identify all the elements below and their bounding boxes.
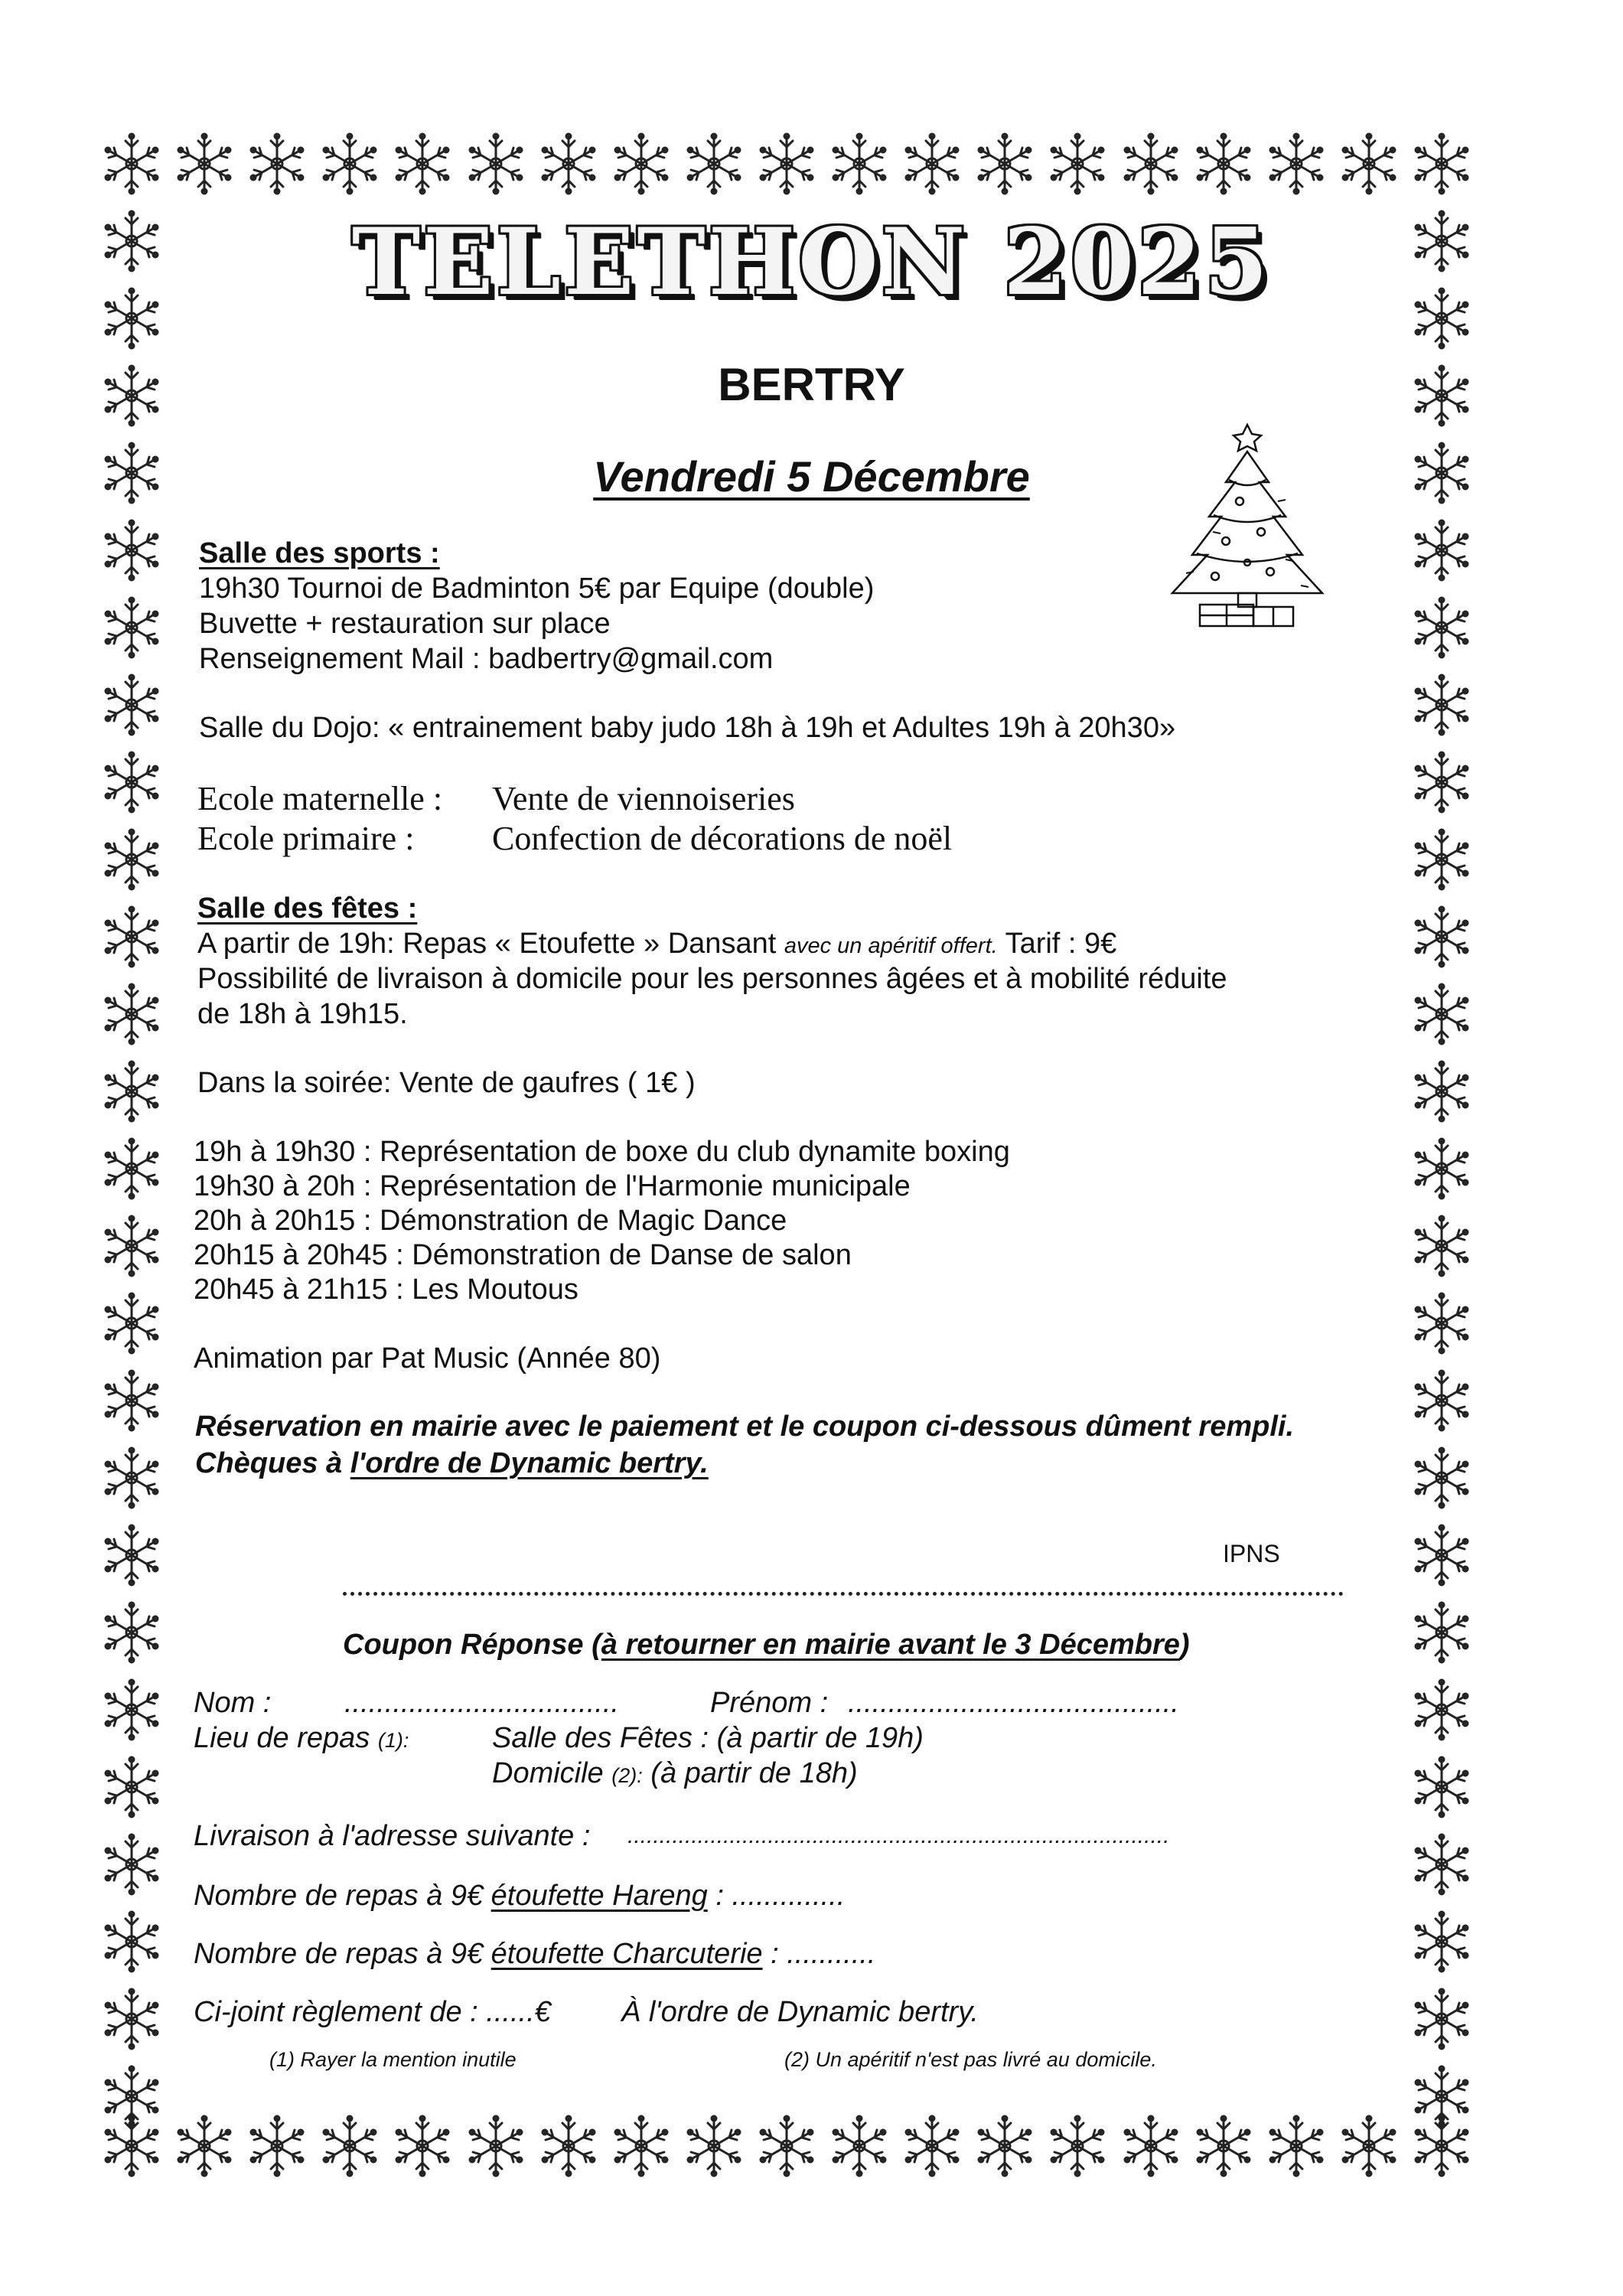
- snowflake-icon: [98, 1212, 165, 1280]
- snowflake-icon: [1408, 1058, 1475, 1125]
- primaire-activity: Confection de décorations de noël: [492, 820, 953, 857]
- snowflake-icon: [98, 1676, 165, 1743]
- snowflake-icon: [826, 130, 893, 197]
- reservation-line-2: [195, 1445, 709, 1482]
- snowflake-icon: [98, 1753, 165, 1821]
- snowflake-icon: [98, 1831, 165, 1898]
- snowflake-icon: [1190, 2112, 1257, 2180]
- snowflake-icon: [1408, 1521, 1475, 1589]
- lieu-opt2-start: Domicile: [492, 1757, 612, 1789]
- snowflake-icon: [389, 2112, 456, 2180]
- hareng-field[interactable]: : ..............: [707, 1880, 846, 1912]
- fetes-line-1-start: A partir de 19h: Repas « Etoufette » Dansant: [197, 928, 784, 960]
- coupon-deadline: à retourner en mairie avant le 3 Décembre: [601, 1629, 1180, 1661]
- snowflake-icon: [98, 1367, 165, 1434]
- snowflake-icon: [98, 1444, 165, 1512]
- primaire-label: Ecole primaire :: [197, 820, 415, 857]
- sports-line-2: Buvette + restauration sur place: [199, 608, 611, 640]
- snowflake-icon: [608, 130, 675, 197]
- snowflake-icon: [389, 130, 456, 197]
- snowflake-icon: [1408, 1367, 1475, 1434]
- snowflake-icon: [171, 130, 238, 197]
- snowflake-icon: [1263, 2112, 1330, 2180]
- snowflake-icon: [608, 2112, 675, 2180]
- snowflake-icon: [98, 748, 165, 816]
- snowflake-icon: [98, 1135, 165, 1202]
- snowflake-icon: [971, 130, 1038, 197]
- lieu-opt2-ref: (2):: [611, 1764, 643, 1787]
- snowflake-icon: [171, 2112, 238, 2180]
- animation-line: Animation par Pat Music (Année 80): [194, 1342, 661, 1375]
- lieu-label: [194, 1720, 409, 1758]
- snowflake-icon: [98, 1908, 165, 1975]
- snowflake-icon: [1408, 1135, 1475, 1202]
- reservation-order: l'ordre de Dynamic bertry.: [350, 1447, 709, 1479]
- snowflake-icon: [98, 1521, 165, 1589]
- livraison-label: Livraison à l'adresse suivante :: [194, 1820, 591, 1852]
- prenom-label: Prénom :: [710, 1687, 829, 1719]
- charcuterie-line: [194, 1936, 875, 1971]
- lieu-ref: (1):: [377, 1729, 409, 1752]
- lieu-opt2-end: (à partir de 18h): [642, 1757, 858, 1789]
- schedule-item: 19h à 19h30 : Représentation de boxe du club dynamite boxing: [194, 1136, 1010, 1168]
- fetes-line-3: de 18h à 19h15.: [197, 998, 408, 1030]
- lieu-option-domicile[interactable]: [492, 1756, 858, 1793]
- snowflake-icon: [1117, 2112, 1185, 2180]
- ipns-mention: IPNS: [1223, 1540, 1280, 1567]
- dojo-line: Salle du Dojo: « entrainement baby judo 18h à 19h et Adultes 19h à 20h30»: [199, 712, 1176, 744]
- snowflake-icon: [1263, 130, 1330, 197]
- snowflake-icon: [1408, 1753, 1475, 1821]
- snowflake-icon: [243, 2112, 311, 2180]
- hareng-start: Nombre de repas à 9€: [194, 1880, 491, 1912]
- snowflake-icon: [1408, 1676, 1475, 1743]
- snowflake-icon: [98, 1290, 165, 1357]
- snowflake-icon: [1408, 1599, 1475, 1666]
- schedule-item: 20h15 à 20h45 : Démonstration de Danse de salon: [194, 1239, 852, 1271]
- snowflake-icon: [535, 2112, 602, 2180]
- livraison-field[interactable]: .....................................................................................: [627, 1823, 1170, 1848]
- charcuterie-label: étoufette Charcuterie: [490, 1938, 763, 1970]
- snowflake-icon: [1190, 130, 1257, 197]
- fetes-heading: Salle des fêtes :: [197, 892, 418, 925]
- snowflake-icon: [1408, 594, 1475, 661]
- snowflake-icon: [535, 130, 602, 197]
- footnote-2: (2) Un apéritif n'est pas livré au domicile.: [784, 2048, 1157, 2071]
- snowflake-icon: [680, 130, 748, 197]
- soiree-line: Dans la soirée: Vente de gaufres ( 1€ ): [197, 1067, 696, 1099]
- sports-heading: Salle des sports :: [199, 537, 440, 569]
- sports-line-3: Renseignement Mail : badbertry@gmail.com: [199, 643, 774, 675]
- snowflake-icon: [1408, 1908, 1475, 1975]
- snowflake-icon: [462, 2112, 530, 2180]
- snowflake-icon: [1044, 2112, 1111, 2180]
- snowflake-icon: [316, 2112, 383, 2180]
- snowflake-icon: [316, 130, 383, 197]
- snowflake-icon: [243, 130, 311, 197]
- snowflake-icon: [1335, 130, 1403, 197]
- snowflake-icon: [1408, 903, 1475, 970]
- coupon-title-end: ): [1179, 1629, 1190, 1661]
- snowflake-icon: [1335, 2112, 1403, 2180]
- snowflake-icon: [1408, 826, 1475, 893]
- prenom-field[interactable]: .........................................: [848, 1687, 1179, 1719]
- coupon-title-start: Coupon Réponse (: [343, 1629, 601, 1661]
- snowflake-icon: [98, 594, 165, 661]
- coupon-title: [343, 1627, 1190, 1662]
- snowflake-icon: [971, 2112, 1038, 2180]
- fetes-line-2: Possibilité de livraison à domicile pour les personnes âgées et à mobilité réduite: [197, 963, 1227, 995]
- snowflake-icon: [680, 2112, 748, 2180]
- snowflake-icon: [98, 2063, 165, 2130]
- snowflake-icon: [1408, 1290, 1475, 1357]
- snowflake-icon: [1117, 130, 1185, 197]
- snowflake-icon: [98, 903, 165, 970]
- hareng-line: [194, 1878, 845, 1913]
- fetes-line-1-aperitif: avec un apéritif offert.: [784, 934, 998, 958]
- snowflake-icon: [826, 2112, 893, 2180]
- maternelle-label: Ecole maternelle :: [197, 780, 443, 817]
- charcuterie-start: Nombre de repas à 9€: [194, 1938, 491, 1970]
- reglement-order: À l'ordre de Dynamic bertry.: [621, 1996, 979, 2028]
- snowflake-icon: [1408, 130, 1475, 197]
- schedule-item: 19h30 à 20h : Représentation de l'Harmonie municipale: [194, 1170, 911, 1202]
- snowflake-icon: [1408, 1831, 1475, 1898]
- reservation-line-2-start: Chèques à: [195, 1447, 350, 1479]
- event-date: [0, 452, 1623, 501]
- maternelle-activity: Vente de viennoiseries: [492, 780, 795, 817]
- page-title: TELETHON 2025: [351, 208, 1272, 316]
- nom-label: Nom :: [194, 1687, 272, 1719]
- footnote-1: (1) Rayer la mention inutile: [269, 2048, 517, 2071]
- lieu-option-salle[interactable]: Salle des Fêtes : (à partir de 19h): [492, 1722, 924, 1754]
- nom-field[interactable]: ..................................: [344, 1687, 619, 1719]
- snowflake-icon: [898, 130, 966, 197]
- snowflake-icon: [753, 130, 820, 197]
- snowflake-icon: [1408, 980, 1475, 1048]
- city-name: BERTRY: [718, 359, 905, 410]
- snowflake-icon: [98, 980, 165, 1048]
- event-date-text: Vendredi 5 Décembre: [593, 452, 1030, 501]
- snowflake-icon: [753, 2112, 820, 2180]
- snowflake-icon: [98, 1058, 165, 1125]
- lieu-label-text: Lieu de repas: [194, 1722, 378, 1754]
- cut-line: [343, 1592, 1344, 1596]
- reservation-line-1: Réservation en mairie avec le paiement et le coupon ci-dessous dûment rempli.: [195, 1411, 1295, 1443]
- snowflake-icon: [1408, 517, 1475, 584]
- snowflake-icon: [1408, 1444, 1475, 1512]
- fetes-line-1: [197, 926, 1116, 964]
- snowflake-icon: [1408, 748, 1475, 816]
- schedule-item: 20h45 à 21h15 : Les Moutous: [194, 1274, 578, 1306]
- hareng-label: étoufette Hareng: [490, 1880, 708, 1912]
- fetes-line-1-price: Tarif : 9€: [997, 928, 1117, 960]
- snowflake-icon: [98, 671, 165, 739]
- snowflake-icon: [462, 130, 530, 197]
- snowflake-icon: [98, 1599, 165, 1666]
- snowflake-icon: [98, 826, 165, 893]
- snowflake-icon: [98, 130, 165, 197]
- snowflake-icon: [1408, 1212, 1475, 1280]
- snowflake-icon: [1408, 2063, 1475, 2130]
- snowflake-icon: [1044, 130, 1111, 197]
- charcuterie-field[interactable]: : ...........: [762, 1938, 876, 1970]
- snowflake-icon: [98, 517, 165, 584]
- snowflake-icon: [1408, 1985, 1475, 2053]
- snowflake-icon: [98, 1985, 165, 2053]
- snowflake-icon: [1408, 671, 1475, 739]
- snowflake-icon: [898, 2112, 966, 2180]
- reglement-amount[interactable]: Ci-joint règlement de : ......€: [194, 1996, 551, 2028]
- sports-line-1: 19h30 Tournoi de Badminton 5€ par Equipe (double): [199, 572, 875, 605]
- schedule-item: 20h à 20h15 : Démonstration de Magic Dance: [194, 1205, 787, 1237]
- christmas-tree-icon: [1155, 409, 1339, 639]
